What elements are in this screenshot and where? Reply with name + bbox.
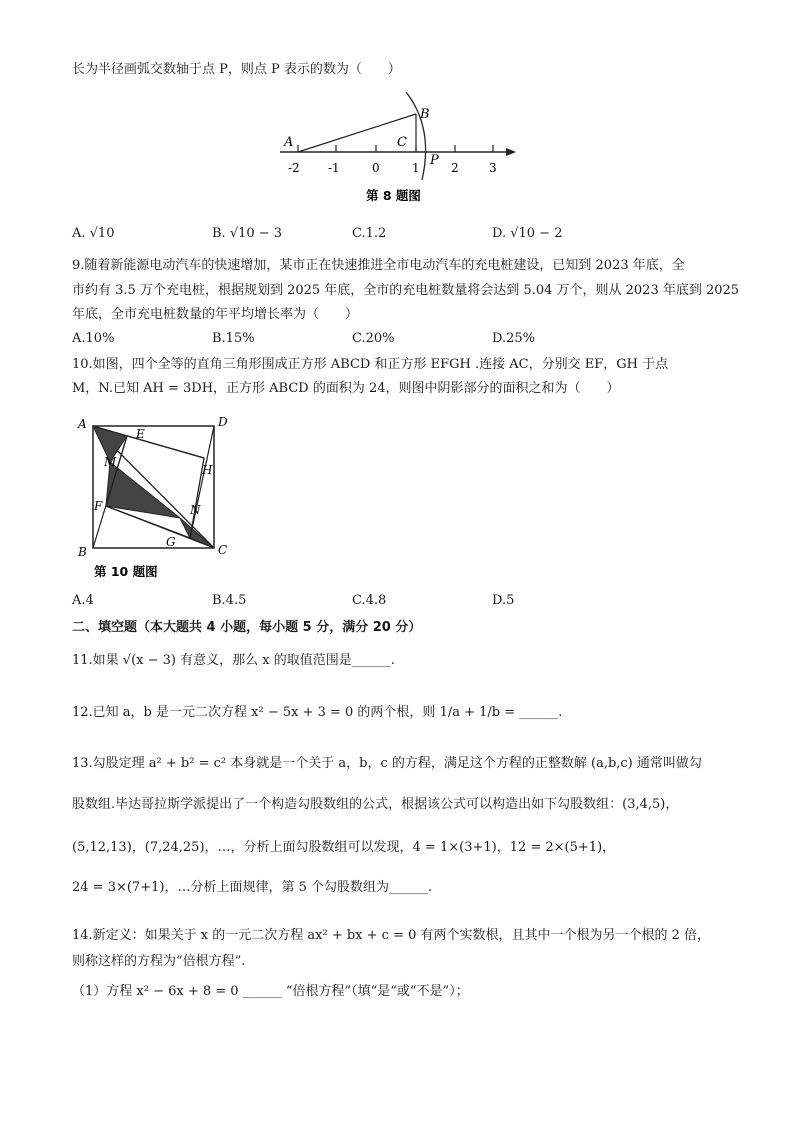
q10-option-a[interactable]: A.4 bbox=[72, 593, 94, 608]
q8-label-c: C bbox=[397, 135, 407, 150]
q9-option-c[interactable]: C.20% bbox=[352, 331, 395, 346]
q8-label-b: B bbox=[420, 107, 430, 122]
q9-option-a[interactable]: A.10% bbox=[72, 331, 115, 346]
q9-option-d[interactable]: D.25% bbox=[492, 331, 535, 346]
q9-option-b[interactable]: B.15% bbox=[212, 331, 255, 346]
q10-label-a: A bbox=[78, 417, 87, 431]
q10-figure-caption: 第 10 题图 bbox=[94, 564, 158, 579]
q8-intro: 长为半径画弧交数轴于点 P，则点 P 表示的数为（ ） bbox=[72, 62, 401, 77]
q8-option-d[interactable]: D. √10 − 2 bbox=[492, 226, 563, 241]
q10-label-g: G bbox=[166, 535, 176, 549]
q11-text: 11.如果 √(x − 3) 有意义，那么 x 的取值范围是______. bbox=[72, 653, 395, 668]
q8-option-a[interactable]: A. √10 bbox=[72, 226, 115, 241]
q10-option-b[interactable]: B.4.5 bbox=[212, 593, 247, 608]
q10-option-d[interactable]: D.5 bbox=[492, 593, 515, 608]
q8-option-b[interactable]: B. √10 − 3 bbox=[212, 226, 283, 241]
q10-label-c: C bbox=[218, 543, 228, 557]
q9-line-1: 9.随着新能源电动汽车的快速增加，某市正在快速推进全市电动汽车的充电桩建设，已知到 2023 年底，全 bbox=[72, 258, 685, 273]
q10-label-e: E bbox=[136, 427, 145, 441]
q10-label-b: B bbox=[78, 545, 87, 559]
q13-line-1: 13.勾股定理 a² + b² = c² 本身就是一个关于 a，b，c 的方程，满足这个方程的正整数解 (a,b,c) 通常叫做勾 bbox=[72, 756, 702, 771]
q14-line-3: （1）方程 x² − 6x + 8 = 0 ______ “倍根方程”（填“是“或“不是”）； bbox=[72, 984, 469, 999]
q8-label-p: P bbox=[430, 153, 439, 168]
q8-tick-label: -1 bbox=[328, 161, 340, 175]
q10-label-n: N bbox=[190, 503, 201, 517]
q10-label-f: F bbox=[94, 499, 103, 513]
q14-line-1: 14.新定义：如果关于 x 的一元二次方程 ax² + bx + c = 0 有两个实数根，且其中一个根为另一个根的 2 倍， bbox=[72, 928, 711, 943]
q13-line-4: 24 = 3×(7+1)，…分析上面规律，第 5 个勾股数组为______. bbox=[72, 880, 433, 895]
q9-line-3: 年底，全市充电桩数量的年平均增长率为（ ） bbox=[72, 307, 359, 322]
q8-tick-label: 3 bbox=[489, 161, 497, 175]
figure-q8-number-line bbox=[270, 88, 520, 212]
q8-label-a: A bbox=[284, 135, 294, 150]
q13-line-2: 股数组.毕达哥拉斯学派提出了一个构造勾股数组的公式，根据该公式可以构造出如下勾股数组：(3,4,5)， bbox=[72, 797, 679, 812]
q10-label-d: D bbox=[218, 415, 228, 429]
q8-tick-label: 0 bbox=[372, 161, 380, 175]
figure-q10-squares bbox=[72, 410, 242, 588]
q8-figure-caption: 第 8 题图 bbox=[366, 188, 421, 203]
q10-line-2: M，N.已知 AH = 3DH，正方形 ABCD 的面积为 24，则图中阴影部分的面积之和为（ ） bbox=[72, 381, 620, 396]
q10-line-1: 10.如图，四个全等的直角三角形围成正方形 ABCD 和正方形 EFGH .连接 AC，分别交 EF，GH 于点 bbox=[72, 357, 669, 372]
q10-label-h: H bbox=[202, 463, 213, 477]
q8-tick-label: 2 bbox=[451, 161, 459, 175]
q8-tick-label: -2 bbox=[288, 161, 300, 175]
q12-text: 12.已知 a，b 是一元二次方程 x² − 5x + 3 = 0 的两个根，则 1/a + 1/b = ______. bbox=[72, 705, 563, 720]
q10-option-c[interactable]: C.4.8 bbox=[352, 593, 387, 608]
q9-line-2: 市约有 3.5 万个充电桩，根据规划到 2025 年底，全市的充电桩数量将会达到 5.04 万个，则从 2023 年底到 2025 bbox=[72, 283, 740, 298]
q8-option-c[interactable]: C.1.2 bbox=[352, 226, 387, 241]
q8-tick-label: 1 bbox=[412, 161, 420, 175]
q14-line-2: 则称这样的方程为“倍根方程”. bbox=[72, 954, 246, 969]
section-title: 二、填空题（本大题共 4 小题，每小题 5 分，满分 20 分） bbox=[72, 620, 422, 635]
q13-line-3: (5,12,13)，(7,24,25)，…，分析上面勾股数组可以发现，4 = 1×(3+1)，12 = 2×(5+1)， bbox=[72, 840, 616, 855]
q10-label-m: M bbox=[104, 455, 117, 469]
